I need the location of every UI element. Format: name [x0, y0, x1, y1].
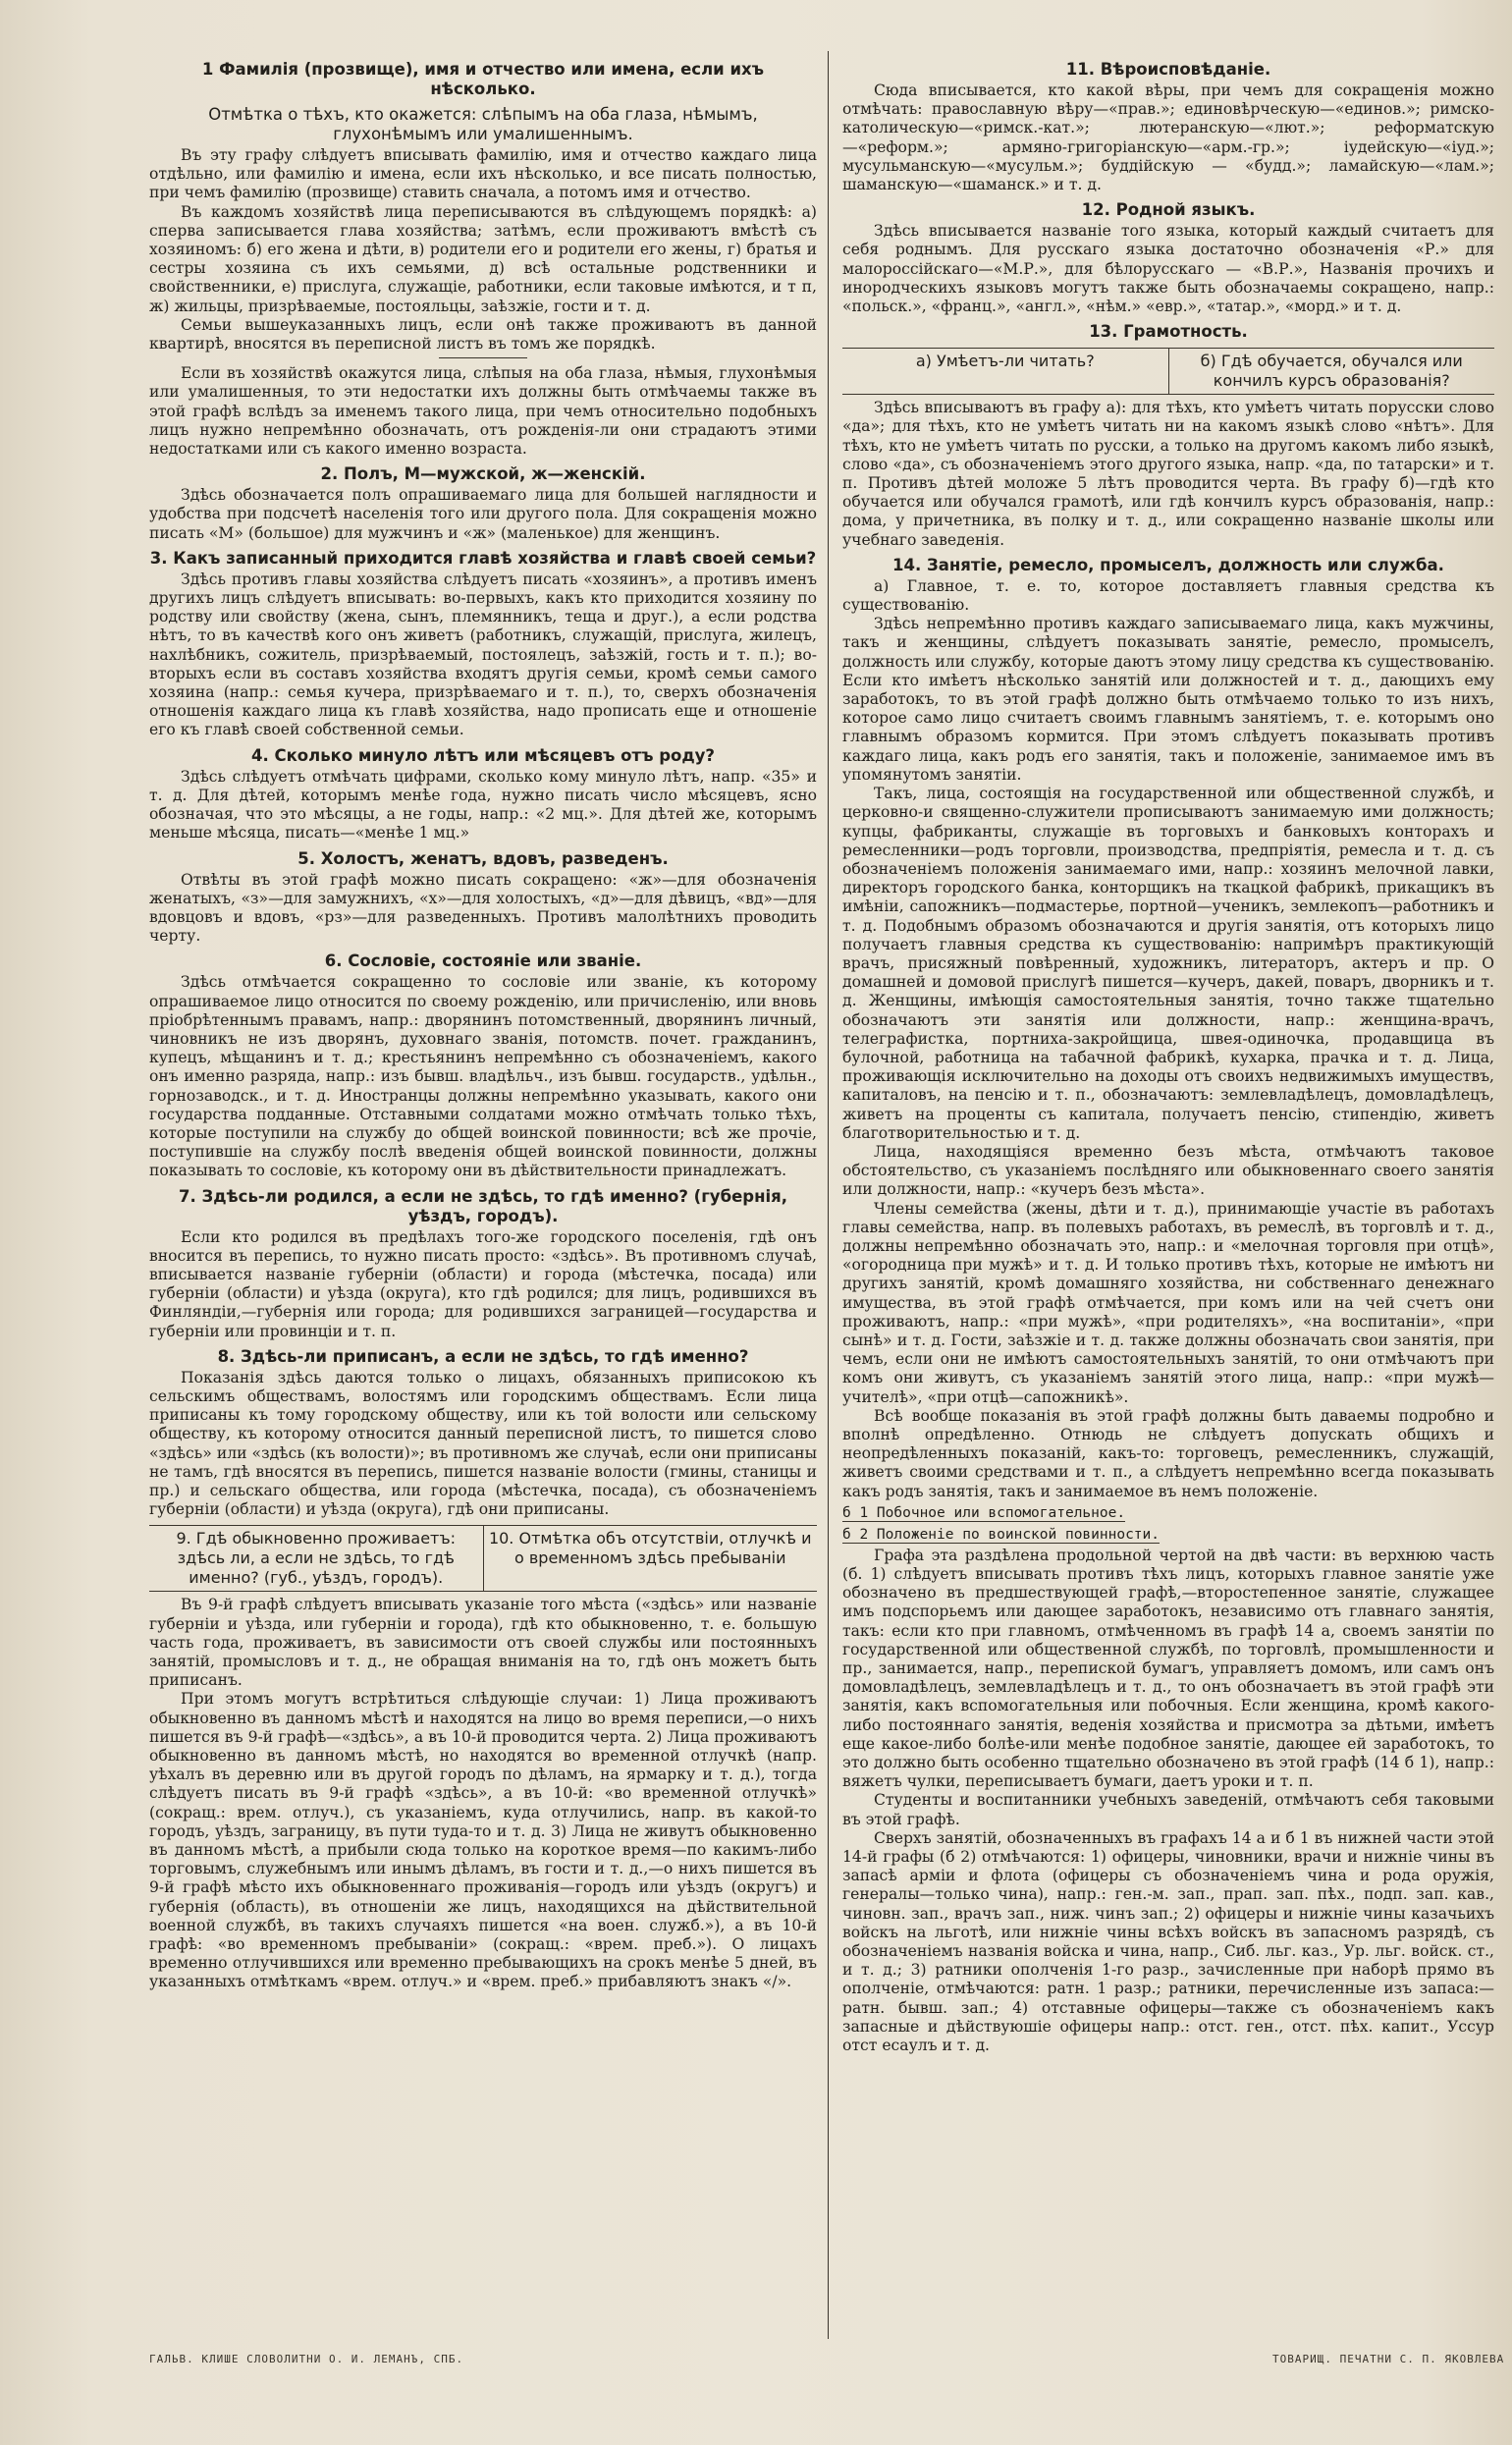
section-heading: 3. Какъ записанный приходится главѣ хозяйства и главѣ своей семьи?	[149, 548, 817, 568]
separator-rule	[439, 357, 527, 358]
section-heading: 12. Родной языкъ.	[1081, 200, 1256, 220]
paragraph: Здѣсь непремѣнно противъ каждаго записываемаго лица, какъ мужчины, такъ и женщины, слѣдуетъ показывать занятіе, ремесло, промыселъ, должность или службу, которые даютъ этому лицу средства къ существованію. Если кто имѣетъ нѣсколько занятій или должностей и т. д., дающихъ ему заработокъ, то въ этой графѣ должно быть отмѣчаемо только то изъ нихъ, которое само лицо считаетъ своимъ главнымъ занятіемъ, т. е. которымъ оно главнымъ образомъ кормится. При этомъ слѣдуетъ показывать противъ каждаго лица, какъ родъ его занятія, такъ и положеніе, занимаемое имъ въ упомянутомъ занятіи.	[842, 615, 1494, 784]
split-heading-right: 10. Отмѣтка объ отсутствіи, отлучкѣ и о временномъ здѣсь пребываніи	[488, 1529, 812, 1568]
split-heading	[149, 1525, 817, 1592]
subsection-label-text: б 2 Положеніе по воинской повинности.	[842, 1526, 1161, 1543]
section-heading: 5. Холостъ, женатъ, вдовъ, разведенъ.	[297, 848, 669, 868]
section-heading: 7. Здѣсь-ли родился, а если не здѣсь, то гдѣ именно? (губернія, уѣздъ, городъ).	[178, 1186, 788, 1225]
paragraph: Здѣсь противъ главы хозяйства слѣдуетъ писать «хозяинъ», а противъ именъ другихъ лицъ слѣдуетъ вписывать: во-первыхъ, какъ кто приходится хозяину по родству или свойству (жена, сынъ, племянникъ, теща и друг.), а если родства нѣтъ, то въ качествѣ кого онъ живетъ (работникъ, служащій, прислуга, жилецъ, нахлѣбникъ, сожитель, призрѣваемый, постоялецъ, заѣзжій, гость и т. п.); во-вторыхъ если въ составъ хозяйства входятъ другія семьи, кромѣ семьи самого хозяина (напр.: семья кучера, призрѣваемаго и т. п.), то, сверхъ обозначенія отношенія каждаго лица къ главѣ хозяйства, надо прописать еще и отношеніе его къ главѣ своей собственной семьи.	[149, 570, 817, 739]
paragraph: Здѣсь вписываютъ въ графу а): для тѣхъ, кто умѣетъ читать порусски слово «да»; для тѣхъ, кто не умѣетъ читать ни на какомъ языкѣ слово «нѣтъ». Для тѣхъ, кто не умѣетъ читать по русски, а только на другомъ какомъ либо языкѣ, слово «да», съ обозначеніемъ этого другого языка, напр. «да, по татарски» и т. п. Противъ дѣтей моложе 5 лѣтъ проводится черта. Въ графу б)—гдѣ кто обучается или обучался грамотѣ, или гдѣ кончилъ курсъ образованія, напр.: дома, у причетника, въ полку и т. д., или сокращенно названіе школы или учебнаго заведенія.	[842, 399, 1494, 549]
paragraph: Семьи вышеуказанныхъ лицъ, если онѣ также проживаютъ въ данной квартирѣ, вносятся въ переписной листъ въ томъ же порядкѣ.	[149, 315, 817, 353]
paragraph: Графа эта раздѣлена продольной чертой на двѣ части: въ верхнюю часть (б. 1) слѣдуетъ вписывать противъ тѣхъ лицъ, которыхъ главное занятіе уже обозначено въ предшествующей графѣ,—второстепенное занятіе, служащее имъ подспорьемъ или дающее заработокъ, независимо отъ главнаго занятія, такъ: если кто при главномъ, отмѣченномъ въ графѣ 14 а, своемъ занятіи по государственной или общественной службѣ, по торговлѣ, промышленности и пр., занимается, напр., перепиской бумагъ, управляетъ домомъ, или самъ онъ домовладѣлецъ, землевладѣлецъ и т. д., то онъ обозначаетъ въ этой графѣ эти занятія, какъ вспомогательныя или побочныя. Если женщина, кромѣ какого-либо постояннаго занятія, веденія хозяйства и присмотра за дѣтьми, имѣетъ еще какое-либо болѣе-или менѣе подобное занятіе, дающее ей заработокъ, то это должно быть особенно тщательно обозначено въ этой графѣ (14 б 1), напр.: вяжетъ чулки, переписываетъ бумаги, даетъ уроки и т. п.	[842, 1546, 1494, 1791]
paragraph: Всѣ вообще показанія въ этой графѣ должны быть даваемы подробно и вполнѣ опредѣленно. Отнюдь не слѣдуетъ допускать общихъ и неопредѣленныхъ показаній, какъ-то: торговецъ, ремесленникъ, служащій, живетъ своими средствами и т. п., а слѣдуетъ непремѣнно всегда показывать какъ родъ занятія, такъ и занимаемое въ немъ положеніе.	[842, 1406, 1494, 1500]
paragraph: При этомъ могутъ встрѣтиться слѣдующіе случаи: 1) Лица проживаютъ обыкновенно въ данномъ мѣстѣ и находятся на лицо во время переписи,—о нихъ пишется въ 9-й графѣ—«здѣсь», а въ 10-й проводится черта. 2) Лица проживаютъ обыкновенно въ данномъ мѣстѣ, но находятся во временной отлучкѣ (напр. уѣхалъ въ деревню или въ другой городъ по дѣламъ, на ярмарку и т. д.), тогда слѣдуетъ писать въ 9-й графѣ «здѣсь», а въ 10-й: «во временной отлучкѣ» (сокращ.: врем. отлуч.), съ указаніемъ, куда отлучились, напр. въ какой-то городъ, уѣздъ, заграницу, въ пути туда-то и т. д. 3) Лица не живутъ обыкновенно въ данномъ мѣстѣ, а прибыли сюда только на короткое время—по какимъ-либо торговымъ, служебнымъ или инымъ дѣламъ, въ гости и т. д.,—о нихъ пишется въ 9-й графѣ мѣсто ихъ обыкновеннаго проживанія—городъ или уѣздъ (округъ) и губернія (область), въ отношеніи же лицъ, находящихся на дѣйствительной военной службѣ, въ такихъ случаяхъ пишется «на воен. служб.»), а въ 10-й графѣ: «во временномъ пребываніи» (сокращ.: «врем. преб.»). О лицахъ временно отлучившихся или временно пребывающихъ на срокъ менѣе 5 дней, въ указанныхъ отмѣткамъ «врем. отлуч.» и «врем. преб.» прибавляютъ знакъ «/».	[149, 1690, 817, 1991]
split-heading	[842, 348, 1494, 395]
split-heading-right: б) Гдѣ обучается, обучался или кончилъ курсъ образованія?	[1200, 352, 1463, 391]
subsection-label-text: б 1 Побочное или вспомогательное.	[842, 1504, 1126, 1521]
printer-imprint-right: ТОВАРИЩ. ПЕЧАТНИ С. П. ЯКОВЛЕВА	[1272, 2353, 1505, 2365]
paragraph: Здѣсь обозначается полъ опрашиваемаго лица для большей наглядности и удобства при подсчетѣ населенія того или другого пола. Для сокращенія можно писать «М» (большое) для мужчинъ и «ж» (маленькое) для женщинъ.	[149, 486, 817, 542]
section-heading: 13. Грамотность.	[1089, 322, 1248, 342]
printer-imprint-left: ГАЛЬВ. КЛИШЕ СЛОВОЛИТНИ О. И. ЛЕМАНЪ, СПБ.	[149, 2353, 464, 2365]
subsection-label	[842, 1503, 1494, 1523]
section-heading: 14. Занятіе, ремесло, промыселъ, должность или служба.	[892, 555, 1444, 574]
paragraph: Показанія здѣсь даются только о лицахъ, обязанныхъ приписокою къ сельскимъ обществамъ, волостямъ или городскимъ обществамъ. Если лица приписаны къ тому городскому обществу, или къ той волости или сельскому обществу, къ которому относится данный переписной листъ, то пишется слово «здѣсь» или «здѣсь (къ волости)»; въ противномъ же случаѣ, если они приписаны не тамъ, гдѣ вносятся въ перепись, пишется названіе волости (гмины, станицы и пр.) и сельскаго общества, или города (мѣстечка, посада), съ обозначеніемъ губерніи (области) и уѣзда (округа), гдѣ они приписаны.	[149, 1368, 817, 1519]
right-column	[842, 54, 1494, 2055]
section-heading: Отмѣтка о тѣхъ, кто окажется: слѣпымъ на оба глаза, нѣмымъ, глухонѣмымъ или умалишеннымъ.	[208, 105, 758, 143]
paragraph: Въ эту графу слѣдуетъ вписывать фамилію, имя и отчество каждаго лица отдѣльно, или фамилію и имена, если ихъ нѣсколько, и все писать полностью, при чемъ фамилію (прозвище) ставить сначала, а потомъ имя и отчество.	[149, 146, 817, 202]
paragraph: Здѣсь вписывается названіе того языка, который каждый считаетъ для себя роднымъ. Для русскаго языка достаточно обозначенія «Р.» для малороссійскаго—«М.Р.», для бѣлорусскаго — «В.Р.», Названія прочихъ и инородческихъ языковъ могутъ также быть обозначаемы сокращено, напр.: «польск.», «франц.», «англ.», «нѣм.» «евр.», «татар.», «морд.» и т. д.	[842, 222, 1494, 316]
paragraph: Если въ хозяйствѣ окажутся лица, слѣпыя на оба глаза, нѣмыя, глухонѣмыя или умалишенныя, то эти недостатки ихъ должны быть отмѣчаемы также въ этой графѣ вслѣдъ за именемъ такого лица, при чемъ относительно подобныхъ лицъ нужно непремѣнно обозначать, отъ рожденія-ли они страдаютъ этими недостатками или съ какого именно возраста.	[149, 364, 817, 459]
paragraph: Сверхъ занятій, обозначенныхъ въ графахъ 14 а и б 1 въ нижней части этой 14-й графы (б 2) отмѣчаются: 1) офицеры, чиновники, врачи и нижніе чины въ запасѣ арміи и флота (офицеры съ обозначеніемъ чина и рода оружія, генералы—только чина), напр.: ген.-м. зап., прап. зап. пѣх., подп. зап. кав., чиновн. зап., врачъ зап., ниж. чинъ зап.; 2) офицеры и нижніе чины казачьихъ войскъ на льготѣ, или нижніе чины всѣхъ войскъ въ запасномъ разрядѣ, съ обозначеніемъ названія войска и чина, напр., Сиб. льг. каз., Ур. льг. войск. ст., и т. д.; 3) ратники ополченія 1-го разр., зачисленные при наборѣ прямо въ ополченіе, отмѣчаются: ратн. 1 разр.; ратники, перечисленные изъ запаса:—ратн. бывш. зап.; 4) отставные офицеры—также съ обозначеніемъ какъ запасные и дѣйствуюшіе офицеры напр.: отст. ген., отст. пѣх. капит., Уссур отст есаулъ и т. д.	[842, 1828, 1494, 2055]
section-heading: 1 Фамилія (прозвище), имя и отчество или имена, если ихъ нѣсколько.	[201, 60, 765, 98]
paragraph: Отвѣты въ этой графѣ можно писать сокращено: «ж»—для обозначенія женатыхъ, «з»—для замужнихъ, «х»—для холостыхъ, «д»—для дѣвицъ, «вд»—для вдовцовъ и вдовъ, «рз»—для разведенныхъ. Противъ малолѣтнихъ проводить черту.	[149, 870, 817, 946]
paragraph: Лица, находящіяся временно безъ мѣста, отмѣчаютъ таковое обстоятельство, съ указаніемъ послѣдняго или обыкновеннаго своего занятія или должности, напр.: «кучеръ безъ мѣста».	[842, 1142, 1494, 1199]
paragraph: Сюда вписывается, кто какой вѣры, при чемъ для сокращенія можно отмѣчать: православную вѣру—«прав.»; единовѣрческую—«единов.»; римско-католическую—«римск.-кат.»; лютеранскую—«лют.»; реформатскую—«реформ.»; армяно-григоріанскую—«арм.-гр.»; іудейскую—«іуд.»; мусульманскую—«мусульм.»; буддійскую — «будд.»; ламайскую—«лам.»; шаманскую—«шаманск.» и т. д.	[842, 82, 1494, 194]
section-heading: 6. Сословіе, состояніе или званіе.	[324, 951, 642, 971]
split-heading-left: 9. Гдѣ обыкновенно проживаетъ: здѣсь ли, а если не здѣсь, то гдѣ именно? (губ., уѣздъ, городъ).	[149, 1526, 484, 1591]
paragraph: Здѣсь слѣдуетъ отмѣчать цифрами, сколько кому минуло лѣтъ, напр. «35» и т. д. Для дѣтей, которымъ менѣе года, нужно писать число мѣсяцевъ, ясно обозначая, что это мѣсяцы, а не годы, напр.: «2 мц.». Для дѣтей же, которымъ меньше мѣсяца, писать—«менѣе 1 мц.»	[149, 767, 817, 842]
paragraph: Студенты и воспитанники учебныхъ заведеній, отмѣчаютъ себя таковыми въ этой графѣ.	[842, 1791, 1494, 1828]
column-divider	[828, 51, 829, 2339]
paragraph: Такъ, лица, состоящія на государственной или общественной службѣ, и церковно-и священно-служители прописываютъ занимаемую ими должность; купцы, фабриканты, служащіе въ торговыхъ и банковыхъ конторахъ и ремесленники—родъ торговли, производства, предпріятія, ремесла и т. д. съ обозначеніемъ положенія занимаемаго ими, напр.: хозяинъ мелочной лавки, директоръ городского банка, конторщикъ на ткацкой фабрикѣ, прикащикъ въ имѣніи, сапожникъ—подмастерье, портной—ученикъ, землекопъ—работникъ и т. д. Подобнымъ образомъ обозначаются и другія занятія, отъ которыхъ лицо получаетъ главныя средства къ существованію: напримѣръ практикующій врачъ, присяжный повѣренный, художникъ, литераторъ, актеръ и пр. О домашней и домовой прислугѣ пишется—кучеръ, дакей, поваръ, дворникъ и т. д. Женщины, имѣющія самостоятельныя занятія, точно также тщательно обозначаютъ эти занятія или должности, напр.: женщина-врачъ, телеграфистка, портниха-закройщица, швея-одиночка, продавщица въ булочной, работница на табачной фабрикѣ, кухарка, прачка и т. д. Лица, проживающія исключительно на доходы отъ своихъ недвижимыхъ имуществъ, капиталовъ, на пенсію и т. п., обозначаютъ: землевладѣлецъ, домовладѣлецъ, живетъ на проценты съ капитала, получаетъ пенсію, стипендію, живетъ благотворительностью и т. д.	[842, 785, 1494, 1142]
section-heading: 11. Вѣроисповѣданіе.	[1065, 60, 1271, 79]
subsection-label	[842, 1525, 1494, 1545]
section-heading: 2. Полъ, М—мужской, ж—женскій.	[320, 464, 646, 484]
paragraph: а) Главное, т. е. то, которое доставляетъ главныя средства къ существованію.	[842, 576, 1494, 615]
paragraph: Здѣсь отмѣчается сокращенно то сословіе или званіе, къ которому опрашиваемое лицо относится по своему рожденію, или причисленію, или вновь пріобрѣтеннымъ правамъ, напр.: дворянинъ потомственный, дворянинъ личный, чиновникъ не изъ дворянъ, духовнаго званія, потомств. почет. гражданинъ, купецъ, мѣщанинъ и т. д.; крестьянинъ непремѣнно съ обозначеніемъ, какого онъ именно разряда, напр.: изъ бывш. владѣльч., изъ бывш. государств., удѣльн., горнозаводск., и т. д. Иностранцы должны непремѣнно указывать, какого они государства подданные. Отставными солдатами можно отмѣчать только тѣхъ, которые поступили на службу до общей воинской повинности; всѣ же прочіе, поступившіе на службу послѣ введенія общей воинской повинности, должны показывать то сословіе, къ которому они въ дѣйствительности принадлежатъ.	[149, 973, 817, 1180]
paragraph: Если кто родился въ предѣлахъ того-же городского поселенія, гдѣ онъ вносится въ перепись, то нужно писать просто: «здѣсь». Въ противномъ случаѣ, вписывается названіе губерніи (области) и города (мѣстечка, посада) или губерніи (области) и уѣзда (округа), кто гдѣ родился; для лицъ, родившихся въ Финляндіи,—губернія или города; для родившихся заграницей—государства и губерніи или провинціи и т. п.	[149, 1227, 817, 1340]
section-heading: 4. Сколько минуло лѣтъ или мѣсяцевъ отъ роду?	[250, 745, 716, 765]
paragraph: Въ каждомъ хозяйствѣ лица переписываются въ слѣдующемъ порядкѣ: а) сперва записывается глава хозяйства; затѣмъ, если проживаютъ вмѣстѣ съ хозяиномъ: б) его жена и дѣти, в) родители его и родители его жены, г) братья и сестры хозяина съ ихъ семьями, д) всѣ остальные родственники и свойственники, е) прислуга, служащіе, работники, если таковые имѣются, и т п, ж) жильцы, призрѣваемые, постояльцы, заѣзжіе, гости и т. д.	[149, 202, 817, 315]
section-heading: 8. Здѣсь-ли приписанъ, а если не здѣсь, то гдѣ именно?	[217, 1346, 749, 1366]
paragraph: Члены семейства (жены, дѣти и т. д.), принимающіе участіе въ работахъ главы семейства, напр. въ полевыхъ работахъ, въ ремеслѣ, въ торговлѣ и т. д., должны непремѣнно обозначать это, напр.: и «мелочная торговля при отцѣ», «огородница при мужѣ» и т. д. И только противъ тѣхъ, которые не имѣютъ ни другихъ занятій, кромѣ домашняго хозяйства, ни собственнаго денежнаго имущества, въ этой графѣ отмѣчается, при комъ или на чей счетъ они проживаютъ, напр.: «при мужѣ», «при родителяхъ», «на воспитаніи», «при сынѣ» и т. д. Гости, заѣзжіе и т. д. также должны обозначать свои занятія, при чемъ, если они не имѣютъ самостоятельныхъ занятій, то они отмѣчаютъ при комъ они живутъ, съ указаніемъ занятій этого лица, напр.: «при мужѣ—учителѣ», «при отцѣ—сапожникѣ».	[842, 1199, 1494, 1406]
paragraph: Въ 9-й графѣ слѣдуетъ вписывать указаніе того мѣста («здѣсь» или названіе губерніи и уѣзда, или губерніи и города), гдѣ кто обыкновенно, т. е. большую часть года, проживаетъ, въ зависимости отъ своей службы или постоянныхъ занятій, промысловъ и т. д., не обращая вниманія на то, гдѣ онъ можетъ быть приписанъ.	[149, 1596, 817, 1690]
left-column	[149, 54, 817, 1992]
split-heading-left: а) Умѣетъ-ли читать?	[842, 349, 1169, 394]
